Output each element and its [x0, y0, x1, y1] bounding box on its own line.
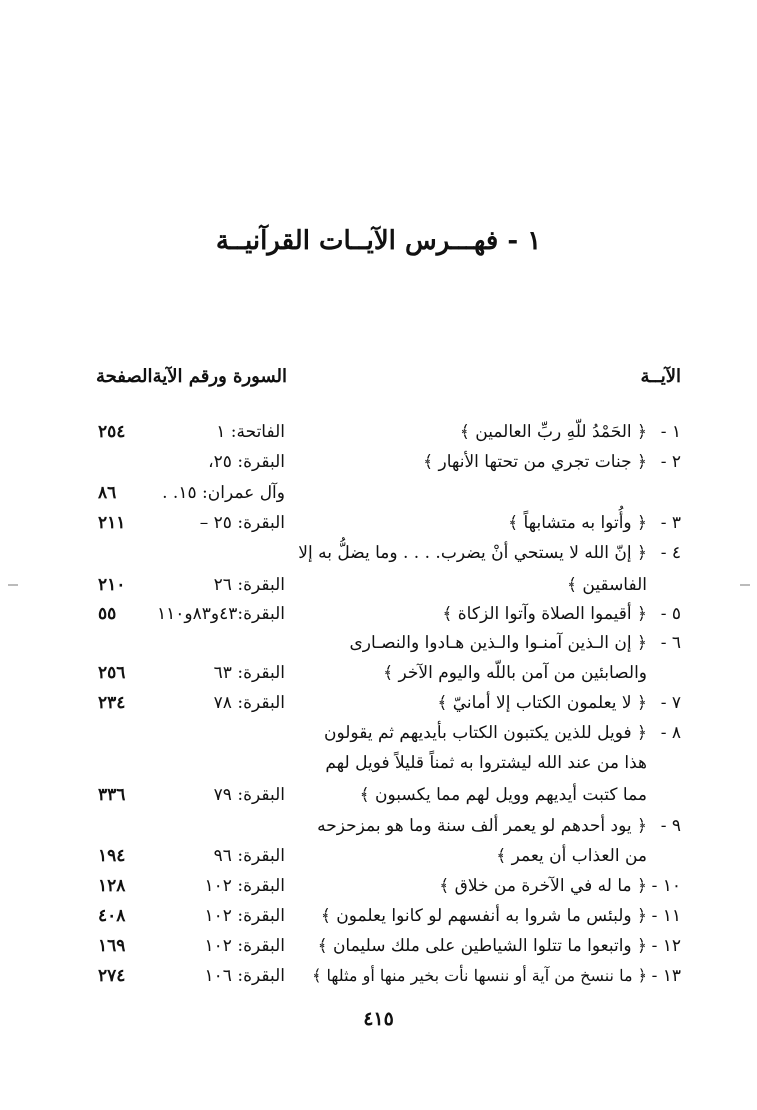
verse-number: ٢ -: [660, 452, 681, 472]
column-header-verse: الآيــة: [640, 366, 681, 387]
scan-mark: [8, 584, 18, 586]
verse-text: ﴿ الحَمْدُ للّهِ ربِّ العالمين ﴾: [459, 422, 647, 442]
surah-reference: البقرة: ١٠٢: [204, 876, 285, 896]
verse-number: ٩ -: [660, 816, 681, 836]
verse-number: ٦ -: [660, 633, 681, 653]
verse-text: ﴿ إنّ الله لا يستحي أنْ يضرب. . . . وما يضلُّ به إلا: [298, 543, 647, 563]
page-reference: ١٦٩: [98, 936, 126, 956]
verse-number: ١٢ -: [651, 936, 681, 956]
verse-text: ﴿ جنات تجري من تحتها الأنهار ﴾: [423, 452, 647, 472]
column-header-surah: السورة ورقم الآية: [152, 366, 287, 387]
page-title: ١ - فهـــرس الآيــات القرآنيــة: [215, 226, 542, 256]
verse-number: ٧ -: [660, 693, 681, 713]
page-reference: ٢١٠: [98, 575, 126, 595]
verse-text: الفاسقين ﴾: [567, 575, 647, 595]
verse-text: هذا من عند الله ليشتروا به ثمناً قليلاً فويل لهم: [325, 753, 647, 773]
page-reference: ١٩٤: [98, 846, 126, 866]
verse-number: ١٣ -: [651, 966, 681, 986]
verse-number: ٥ -: [660, 604, 681, 624]
verse-text: من العذاب أن يعمر ﴾: [496, 846, 647, 866]
verse-number: ١٠ -: [651, 876, 681, 896]
verse-number: [641, 658, 681, 688]
verse-number: ٤ -: [660, 543, 681, 563]
page-reference: [98, 718, 146, 748]
surah-reference: البقرة: ٢٥،: [208, 452, 285, 472]
page-number: ٤١٥: [363, 1008, 394, 1030]
verse-text: ﴿ يود أحدهم لو يعمر ألف سنة وما هو بمزحزحه: [317, 816, 647, 836]
surah-reference: البقرة: ١٠٢: [204, 906, 285, 926]
page-reference: ٨٦: [98, 483, 117, 503]
verse-number: [641, 748, 681, 778]
verse-number: ١١ -: [651, 906, 681, 926]
page-reference: ٤٠٨: [98, 906, 126, 926]
surah-reference: البقرة: ١٠٦: [204, 966, 285, 986]
verse-text: ﴿ لا يعلمون الكتاب إلا أمانيّ ﴾: [437, 693, 647, 713]
verse-text: ﴿ واتبعوا ما تتلوا الشياطين على ملك سليمان ﴾: [317, 936, 647, 956]
surah-reference: البقرة: ٢٥ –: [199, 513, 285, 533]
page-reference: [98, 748, 146, 778]
verse-text: ﴿ ما له في الآخرة من خلاق ﴾: [439, 876, 647, 896]
page-reference: ٢٥٤: [98, 422, 126, 442]
verse-text: ﴿ وأُتوا به متشابهاً ﴾: [508, 513, 647, 533]
surah-reference: الفاتحة: ١: [216, 422, 285, 442]
verse-number: [641, 478, 681, 508]
page-reference: [98, 811, 146, 841]
page-reference: [98, 538, 146, 568]
verse-number: [641, 780, 681, 810]
scan-mark: [740, 584, 750, 586]
surah-reference: البقرة: ٢٦: [213, 575, 285, 595]
column-header-page: الصفحة: [96, 366, 153, 387]
surah-reference: البقرة: ٧٨: [213, 693, 285, 713]
page-reference: ٢٧٤: [98, 966, 126, 986]
verse-text: والصابئين من آمن باللّه واليوم الآخر ﴾: [383, 663, 647, 683]
verse-text: ﴿ ولبئس ما شروا به أنفسهم لو كانوا يعلمون ﴾: [320, 906, 647, 926]
page-reference: ٢١١: [98, 513, 126, 533]
verse-text: ﴿ فويل للذين يكتبون الكتاب بأيديهم ثم يقولون: [323, 723, 647, 743]
page-reference: ٣٣٦: [98, 785, 126, 805]
verse-number: [641, 841, 681, 871]
verse-text: ﴿ أقيموا الصلاة وآتوا الزكاة ﴾: [442, 604, 647, 624]
verse-number: ٨ -: [660, 723, 681, 743]
page-reference: [98, 628, 146, 658]
verse-number: [641, 570, 681, 600]
verse-number: ١ -: [660, 422, 681, 442]
surah-reference: البقرة:٤٣و٨٣و١١٠: [156, 604, 285, 624]
surah-reference: البقرة: ٦٣: [213, 663, 285, 683]
page-reference: [98, 447, 146, 477]
verse-text: مما كتبت أيديهم وويل لهم مما يكسبون ﴾: [359, 785, 647, 805]
surah-reference: البقرة: ١٠٢: [204, 936, 285, 956]
page-reference: ٢٣٤: [98, 693, 126, 713]
verse-text: ﴿ ما ننسخ من آية أو ننسها نأت بخير منها أو مثلها ﴾: [312, 966, 647, 985]
surah-reference: البقرة: ٩٦: [213, 846, 285, 866]
surah-reference: وآل عمران: ١٥. .: [162, 483, 285, 503]
page-reference: ١٢٨: [98, 876, 126, 896]
verse-number: ٣ -: [660, 513, 681, 533]
page-reference: ٥٥: [98, 604, 117, 624]
page-reference: ٢٥٦: [98, 663, 126, 683]
surah-reference: البقرة: ٧٩: [213, 785, 285, 805]
verse-text: ﴿ إن الـذين آمنـوا والـذين هـادوا والنصـارى: [349, 633, 647, 653]
